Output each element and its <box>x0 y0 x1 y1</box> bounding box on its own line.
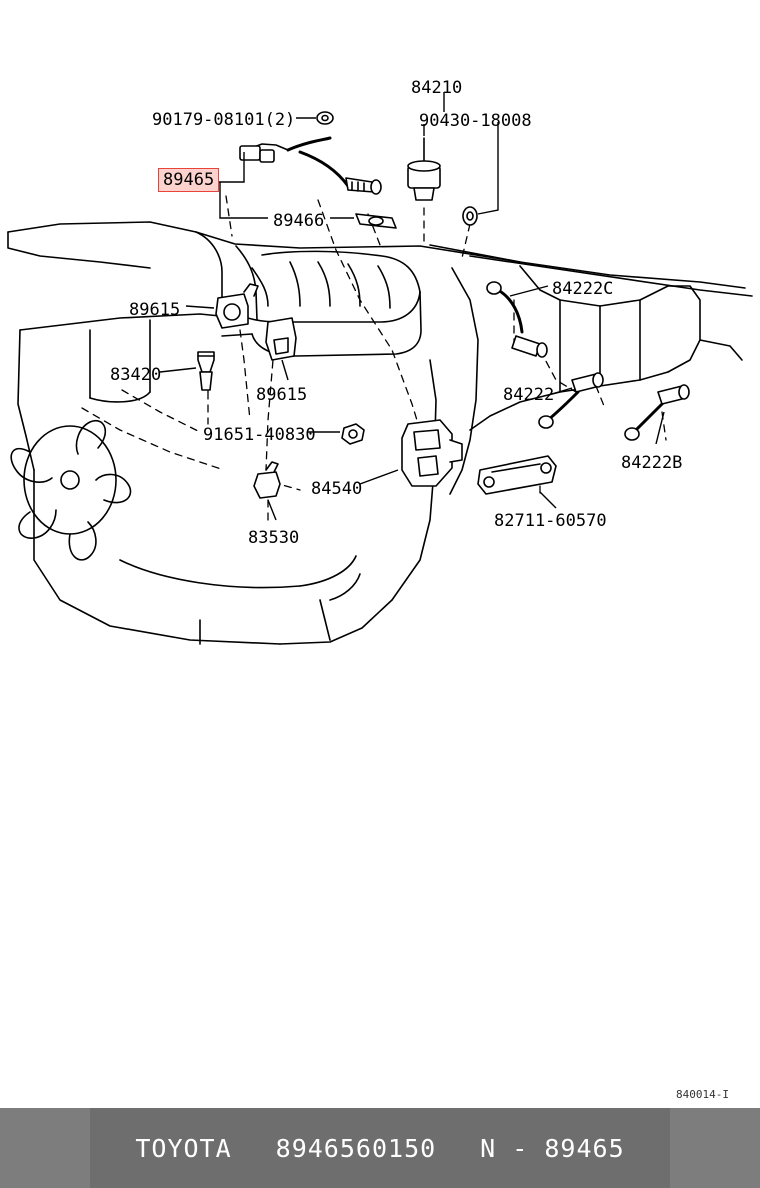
reference-label: N - 89465 <box>480 1133 625 1163</box>
part-label-82711-60570: 82711-60570 <box>494 511 607 531</box>
part-label-89615-lower: 89615 <box>256 385 308 405</box>
part-label-84222c: 84222C <box>552 279 614 299</box>
part-label-90430-18008: 90430-18008 <box>419 111 532 131</box>
part-label-89465-highlighted: 89465 <box>158 168 219 192</box>
footer-inner <box>90 1108 670 1188</box>
footer-bar <box>0 1108 760 1188</box>
part-label-83530: 83530 <box>248 528 300 548</box>
part-label-91651-40830: 91651-40830 <box>203 425 316 445</box>
part-label-83420: 83420 <box>110 365 162 385</box>
part-label-89615-upper: 89615 <box>129 300 181 320</box>
brand-label: TOYOTA <box>135 1133 232 1163</box>
part-label-90179-08101: 90179-08101(2) <box>152 110 296 130</box>
part-label-84540: 84540 <box>311 479 363 499</box>
part-label-89466: 89466 <box>273 211 325 231</box>
part-number-label: 8946560150 <box>275 1133 437 1163</box>
part-label-84210: 84210 <box>411 78 463 98</box>
part-label-84222b: 84222B <box>621 453 683 473</box>
part-label-84222: 84222 <box>503 385 555 405</box>
sheet-code: 840014-I <box>676 1088 729 1101</box>
